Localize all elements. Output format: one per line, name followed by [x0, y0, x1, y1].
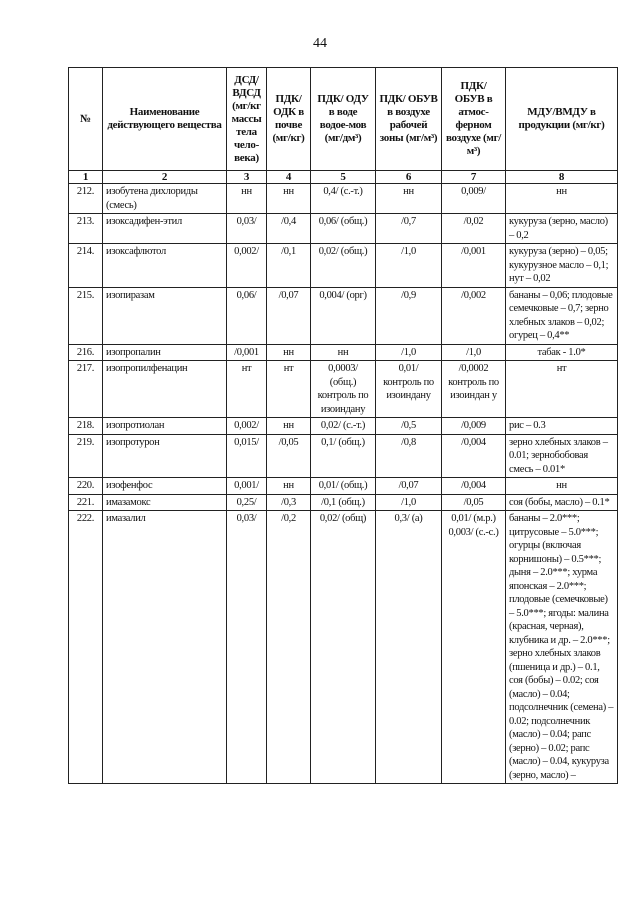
product-mrl-value: рис – 0.3 — [506, 418, 618, 435]
substance-name: изофенфос — [103, 478, 227, 495]
adi-value: 0,06/ — [227, 287, 267, 344]
column-index: 4 — [267, 171, 311, 184]
workplace-air-value: /0,7 — [376, 214, 442, 244]
table-row — [69, 214, 618, 244]
product-mrl-value: табак - 1.0* — [506, 344, 618, 361]
soil-mac-value: /0,1 — [267, 244, 311, 288]
row-number: 218. — [69, 418, 103, 435]
atmospheric-air-value: /0,009 — [442, 418, 506, 435]
product-mrl-value: нн — [506, 478, 618, 495]
soil-mac-value: /0,3 — [267, 494, 311, 511]
adi-value: нн — [227, 184, 267, 214]
row-number: 213. — [69, 214, 103, 244]
water-mac-value: нн — [311, 344, 376, 361]
substance-name: изопротурон — [103, 434, 227, 478]
product-mrl-value: кукуруза (зерно) – 0,05; кукурузное масло – 0,1; нут – 0,02 — [506, 244, 618, 288]
table-row — [69, 184, 618, 214]
column-index-row — [69, 171, 618, 184]
workplace-air-value: /0,5 — [376, 418, 442, 435]
workplace-air-value: /1,0 — [376, 244, 442, 288]
water-mac-value: /0,1 (общ.) — [311, 494, 376, 511]
atmospheric-air-value: /0,001 — [442, 244, 506, 288]
product-mrl-value: зерно хлебных злаков – 0.01; зернобобовая смесь – 0.01* — [506, 434, 618, 478]
water-mac-value: 0,004/ (орг) — [311, 287, 376, 344]
row-number: 222. — [69, 511, 103, 784]
substance-name: изоксафлютол — [103, 244, 227, 288]
substance-name: имазалил — [103, 511, 227, 784]
header-atmospheric-air-mac: ПДК/ ОБУВ в атмос-ферном воздухе (мг/м³) — [442, 68, 506, 171]
row-number: 221. — [69, 494, 103, 511]
adi-value: 0,03/ — [227, 214, 267, 244]
workplace-air-value: 0,3/ (а) — [376, 511, 442, 784]
water-mac-value: 0,02/ (общ.) — [311, 244, 376, 288]
atmospheric-air-value: /1,0 — [442, 344, 506, 361]
header-adi: ДСД/ ВДСД (мг/кг массы тела чело-века) — [227, 68, 267, 171]
product-mrl-value: нт — [506, 361, 618, 418]
column-index: 7 — [442, 171, 506, 184]
soil-mac-value: /0,07 — [267, 287, 311, 344]
soil-mac-value: /0,4 — [267, 214, 311, 244]
table-row — [69, 494, 618, 511]
row-number: 216. — [69, 344, 103, 361]
atmospheric-air-value: /0,002 — [442, 287, 506, 344]
adi-value: 0,03/ — [227, 511, 267, 784]
row-number: 219. — [69, 434, 103, 478]
header-soil-mac: ПДК/ ОДК в почве (мг/кг) — [267, 68, 311, 171]
table-row — [69, 478, 618, 495]
table-row — [69, 418, 618, 435]
workplace-air-value: /1,0 — [376, 344, 442, 361]
water-mac-value: 0,02/ (с.-т.) — [311, 418, 376, 435]
adi-value: 0,002/ — [227, 418, 267, 435]
product-mrl-value: кукуруза (зерно, масло) – 0,2 — [506, 214, 618, 244]
header-workplace-air-mac: ПДК/ ОБУВ в воздухе рабочей зоны (мг/м³) — [376, 68, 442, 171]
workplace-air-value: 0,01/ контроль по изоиндану — [376, 361, 442, 418]
workplace-air-value: /1,0 — [376, 494, 442, 511]
soil-mac-value: /0,05 — [267, 434, 311, 478]
soil-mac-value: нн — [267, 418, 311, 435]
column-index: 3 — [227, 171, 267, 184]
substance-name: имазамокс — [103, 494, 227, 511]
substance-name: изопротиолан — [103, 418, 227, 435]
adi-value: /0,001 — [227, 344, 267, 361]
soil-mac-value: нн — [267, 184, 311, 214]
header-product-mrl: МДУ/ВМДУ в продукции (мг/кг) — [506, 68, 618, 171]
header-number: № — [69, 68, 103, 171]
adi-value: 0,25/ — [227, 494, 267, 511]
table-row — [69, 361, 618, 418]
row-number: 217. — [69, 361, 103, 418]
soil-mac-value: нн — [267, 344, 311, 361]
water-mac-value: 0,01/ (общ.) — [311, 478, 376, 495]
water-mac-value: 0,1/ (общ.) — [311, 434, 376, 478]
adi-value: нт — [227, 361, 267, 418]
water-mac-value: 0,0003/ (общ.) контроль по изоиндану — [311, 361, 376, 418]
atmospheric-air-value: /0,0002 контроль по изоиндан у — [442, 361, 506, 418]
adi-value: 0,015/ — [227, 434, 267, 478]
table-row — [69, 511, 618, 784]
table-row — [69, 244, 618, 288]
atmospheric-air-value: /0,004 — [442, 434, 506, 478]
header-row — [69, 68, 618, 171]
soil-mac-value: /0,2 — [267, 511, 311, 784]
row-number: 220. — [69, 478, 103, 495]
column-index: 8 — [506, 171, 618, 184]
workplace-air-value: /0,07 — [376, 478, 442, 495]
row-number: 212. — [69, 184, 103, 214]
substance-name: изопиразам — [103, 287, 227, 344]
column-index: 6 — [376, 171, 442, 184]
atmospheric-air-value: /0,05 — [442, 494, 506, 511]
product-mrl-value: бананы – 0,06; плодовые семечковые – 0,7; зерно хлебных злаков – 0,02; огурец – 0,4** — [506, 287, 618, 344]
table-row — [69, 434, 618, 478]
product-mrl-value: соя (бобы, масло) – 0.1* — [506, 494, 618, 511]
column-index: 2 — [103, 171, 227, 184]
row-number: 215. — [69, 287, 103, 344]
product-mrl-value: нн — [506, 184, 618, 214]
substance-name: изопропалин — [103, 344, 227, 361]
substance-name: изоксадифен-этил — [103, 214, 227, 244]
atmospheric-air-value: /0,02 — [442, 214, 506, 244]
soil-mac-value: нт — [267, 361, 311, 418]
header-water-mac: ПДК/ ОДУ в воде водое-мов (мг/дм³) — [311, 68, 376, 171]
table-row — [69, 287, 618, 344]
atmospheric-air-value: 0,009/ — [442, 184, 506, 214]
atmospheric-air-value: /0,004 — [442, 478, 506, 495]
substance-name: изобутена дихлориды (смесь) — [103, 184, 227, 214]
workplace-air-value: /0,8 — [376, 434, 442, 478]
row-number: 214. — [69, 244, 103, 288]
substance-name: изопропилфенацин — [103, 361, 227, 418]
water-mac-value: 0,02/ (общ) — [311, 511, 376, 784]
soil-mac-value: нн — [267, 478, 311, 495]
column-index: 1 — [69, 171, 103, 184]
adi-value: 0,002/ — [227, 244, 267, 288]
workplace-air-value: /0,9 — [376, 287, 442, 344]
header-substance-name: Наименование действующего вещества — [103, 68, 227, 171]
product-mrl-value: бананы – 2.0***; цитрусовые – 5.0***; огурцы (включая корнишоны) – 0.5***; дыня – 2.0***; хурма японская – 2.0***; плодовые (семечковые) – 5.0***; ягоды: малина (красная, черная), клубника и др. – 2.0***; зерно хлебных злаков (пшеница и др.) – 0.1, соя (бобы) – 0.02; соя (масло) – 0.04; подсолнечник (семена) – 0.02; подсолнечник (масло) – 0.04; рапс (зерно) – 0.02; рапс (масло) – 0.04, кукуруза (зерно, масло) – — [506, 511, 618, 784]
water-mac-value: 0,4/ (с.-т.) — [311, 184, 376, 214]
table-row — [69, 344, 618, 361]
column-index: 5 — [311, 171, 376, 184]
atmospheric-air-value: 0,01/ (м.р.) 0,003/ (с.-с.) — [442, 511, 506, 784]
pesticide-standards-table — [68, 67, 618, 784]
page-number: 44 — [313, 36, 327, 51]
table-body — [69, 184, 618, 784]
adi-value: 0,001/ — [227, 478, 267, 495]
water-mac-value: 0,06/ (общ.) — [311, 214, 376, 244]
workplace-air-value: нн — [376, 184, 442, 214]
